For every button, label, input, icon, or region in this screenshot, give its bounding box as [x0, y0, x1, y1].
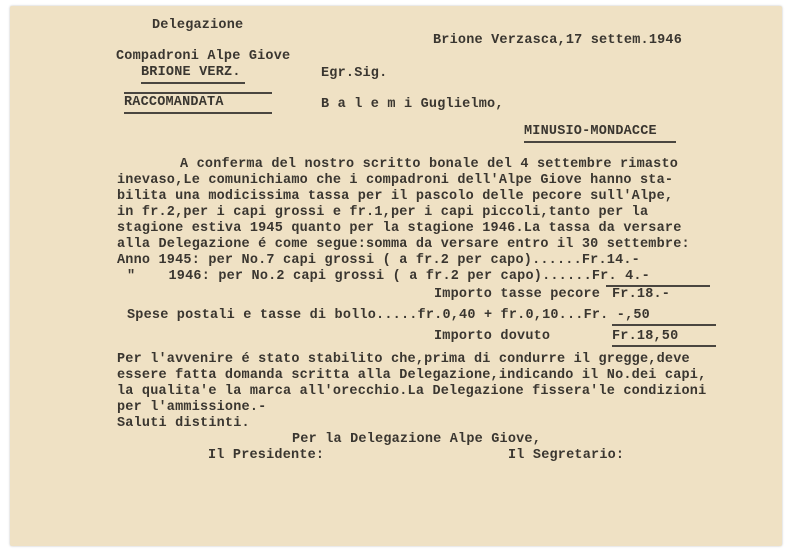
- sender-line-3: BRIONE VERZ.: [141, 65, 241, 80]
- closing: Saluti distinti.: [117, 416, 250, 431]
- para2-line-3: la qualita'e la marca all'orecchio.La Delegazione fissera'le condizioni: [117, 384, 707, 399]
- signoff: Per la Delegazione Alpe Giove,: [292, 432, 542, 447]
- registered-underline: [124, 112, 272, 114]
- total-rule: [612, 324, 716, 326]
- fees-line: Spese postali e tasse di bollo.....fr.0,40 + fr.0,10...Fr. -,50: [127, 308, 650, 323]
- secretary-label: Il Segretario:: [508, 448, 625, 463]
- para1-line-1: A conferma del nostro scritto bonale del 4 settembre rimasto: [180, 157, 679, 172]
- sender-underline: [141, 82, 245, 84]
- registered-overline: [124, 92, 272, 94]
- place-date: Brione Verzasca,17 settem.1946: [433, 33, 683, 48]
- para2-line-1: Per l'avvenire é stato stabilito che,prima di condurre il gregge,deve: [117, 352, 690, 367]
- president-label: Il Presidente:: [208, 448, 325, 463]
- para1-line-2: inevaso,Le comunichiamo che i compadroni dell'Alpe Giove hanno sta-: [117, 173, 674, 188]
- sender-line-1: Delegazione: [152, 18, 244, 33]
- para1-line-7: Anno 1945: per No.7 capi grossi ( a fr.2 per capo)......Fr.14.-: [117, 253, 640, 268]
- tax-label: Importo tasse pecore: [434, 287, 601, 302]
- para1-line-3: bilita una modicissima tassa per il pascolo delle pecore sull'Alpe,: [117, 189, 674, 204]
- para1-line-4: in fr.2,per i capi grossi e fr.1,per i capi piccoli,tanto per la: [117, 205, 649, 220]
- para2-line-2: essere fatta domanda scritta alla Delegazione,indicando il No.dei capi,: [117, 368, 707, 383]
- para1-line-8: " 1946: per No.2 capi grossi ( a fr.2 per capo)......Fr. 4.-: [127, 269, 650, 284]
- sender-line-2: Compadroni Alpe Giove: [116, 49, 291, 64]
- para1-line-6: alla Delegazione é come segue:somma da versare entro il 30 settembre:: [117, 237, 690, 252]
- salutation-prefix: Egr.Sig.: [321, 66, 388, 81]
- recipient-place-underline: [524, 141, 676, 143]
- recipient-place: MINUSIO-MONDACCE: [524, 124, 657, 139]
- para2-line-4: per l'ammissione.-: [117, 400, 267, 415]
- due-label: Importo dovuto: [434, 329, 551, 344]
- para1-line-5: stagione estiva 1945 quanto per la stagione 1946.La tassa da versare: [117, 221, 682, 236]
- registered-label: RACCOMANDATA: [124, 95, 224, 110]
- due-value: Fr.18,50: [612, 329, 679, 344]
- recipient-name: B a l e m i Guglielmo,: [321, 97, 504, 112]
- tax-value: Fr.18.-: [612, 287, 671, 302]
- due-underline: [612, 345, 716, 347]
